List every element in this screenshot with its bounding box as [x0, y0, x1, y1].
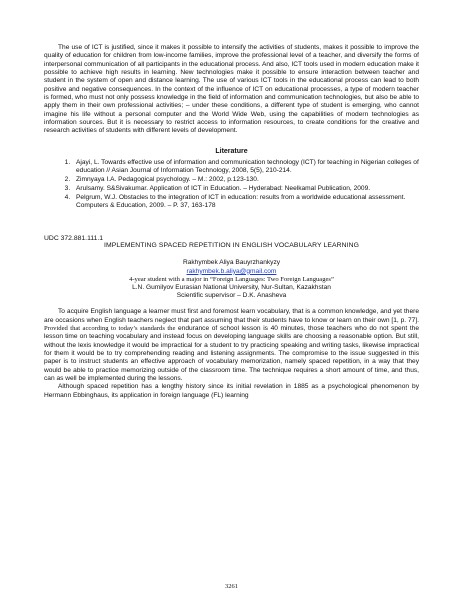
author-block: [44, 259, 419, 300]
scientific-supervisor: Scientific supervisor – D.K. Anasheva: [176, 292, 287, 300]
author-email-link[interactable]: rakhymbek.b.aliya@gmail.com: [186, 267, 277, 275]
udc-code: UDC 372.881.111.1: [44, 235, 104, 243]
body-text: To acquire English language a learner must first and foremost learn vocabulary, that is a common knowledge, and yet there are occasions when English teachers neglect that part assuming that their students have to know or learn on their own [1, p. 77].: [44, 308, 419, 324]
body-paragraph-2: Although spaced repetition has a lengthy history since its initial revelation in 1885 as a psychological phenomenon by Hermann Ebbinghaus, its application in foreign language (FL) learning: [44, 383, 419, 399]
intro-paragraph: The use of ICT is justified, since it makes it possible to intensify the activities of students, makes it possible to improve the quality of education for children from low-income families, improve the professional level of a teacher, and diversify the forms of interpersonal communication of all participants in the educational process. And also, ICT tools used in modern education make it possible to achieve high results in learning. New technologies make it possible to ensure interaction between teacher and student in the system of open and distance learning. The use of various ICT tools in the educational process can lead to both positive and negative consequences. In the context of the influence of ICT on educational processes, a type of modern teacher is formed, who must not only possess knowledge in the field of information and communication technologies, but also be able to apply them in their own professional activities; – under these conditions, a different type of student is emerging, who cannot imagine his life without a personal computer and the World Wide Web, using the capabilities of modern technologies as information sources. But it is necessary to restrict access to information resources, to create conditions for the creative and research activities of students with different levels of development.: [44, 44, 419, 135]
author-name: Rakhymbek Aliya Bauyrzhankyzy: [182, 259, 281, 267]
reference-item: 4. Pelgrum, W.J. Obstacles to the integration of ICT in education: results from a worldwide educational assessment. Computers & Education, 2009. – P. 37, 163-178: [72, 194, 419, 211]
body-text-serif: Provided that according to today’s standards the: [44, 325, 176, 333]
reference-item: 1. Ajayi, L. Towards effective use of information and communication technology (ICT) for teaching in Nigerian colleges of education // Asian Journal of Information Technology, 2008, 5(5), 210-214.: [72, 159, 419, 176]
reference-item: 3. Arulsamy. S&Sivakumar. Application of ICT in Education. – Hyderabad: Neelkamal Publication, 2009.: [72, 185, 419, 193]
body-text: endurance of school lesson is 40 minutes, those teachers who do not spent the lesson time on teaching vocabulary and instead focus on developing language skills are choosing a reasonable option. But still, without the lexis knowledge it would be impractical for a student to try practicing speaking and writing tasks, likewise impractical for them it would be to try comprehending reading and listening assignments. The compromise to the issue suggested in this paper is to instruct students an effective approach of vocabulary memorization, namely spaced repetition, in a way that they would be able to practice memorizing outside of the classroom time. The technique requires a short amount of time, and thus, can as well be implemented during the lessons.: [44, 325, 419, 383]
reference-list: [44, 159, 419, 211]
article-title: IMPLEMENTING SPACED REPETITION IN ENGLISH VOCABULARY LEARNING: [104, 242, 359, 250]
university-affiliation: L.N. Gumilyov Eurasian National University, Nur-Sultan, Kazakhstan: [132, 283, 331, 291]
reference-item: 2. Zimnyaya I.A. Pedagogical psychology. – M.: 2002, p.123-130.: [72, 176, 419, 184]
student-info: 4-year student with a major in “Foreign Languages: Two Foreign Languages”: [129, 275, 334, 283]
page-number: 3261: [225, 583, 238, 590]
body-paragraph-1: [44, 308, 419, 383]
literature-heading: Literature: [215, 147, 248, 155]
